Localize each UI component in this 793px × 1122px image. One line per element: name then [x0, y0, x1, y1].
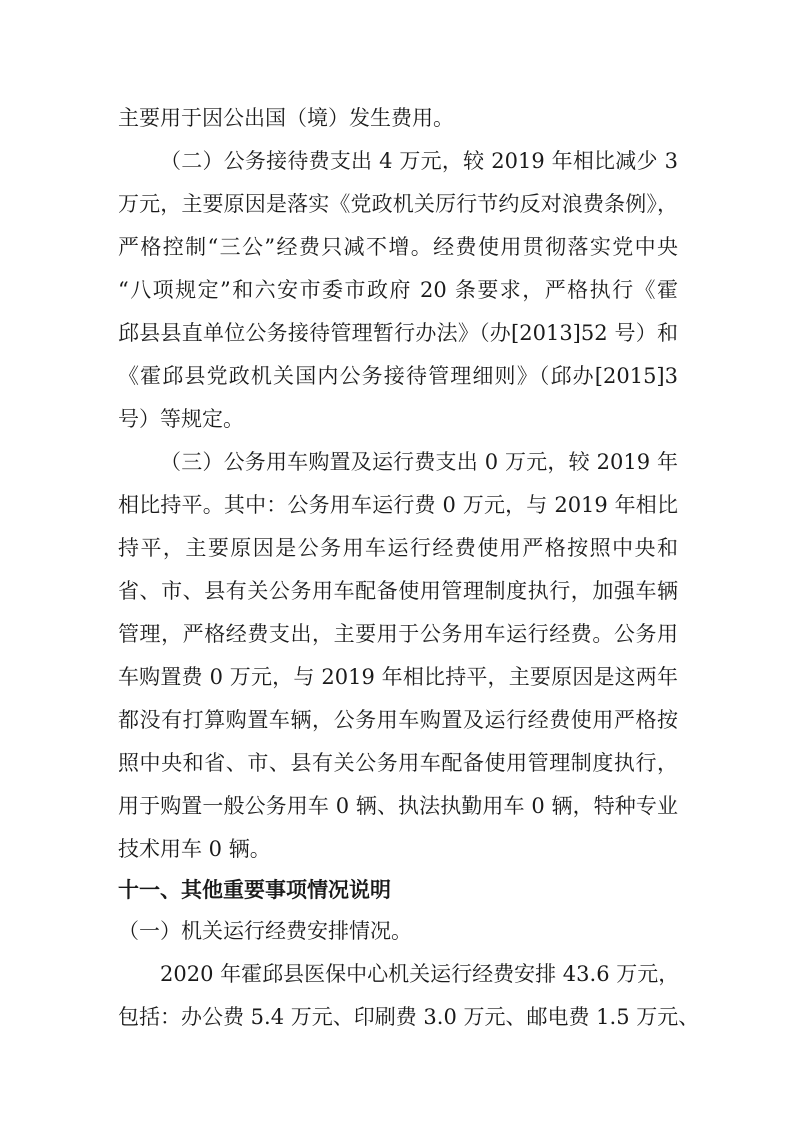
section-heading: 十一、其他重要事项情况说明: [118, 878, 391, 902]
paragraph-line: 号）等规定。: [118, 407, 244, 431]
paragraph-line: 持平，主要原因是公务用车运行经费使用严格按照中央和: [118, 536, 678, 560]
paragraph-line: 主要用于因公出国（境）发生费用。: [118, 106, 454, 130]
paragraph-line: 万元，主要原因是落实《党政机关厉行节约反对浪费条例》，: [118, 192, 678, 216]
paragraph-line: （三）公务用车购置及运行费支出 0 万元，较 2019 年: [160, 450, 678, 474]
paragraph-line: 省、市、县有关公务用车配备使用管理制度执行，加强车辆: [118, 579, 678, 603]
paragraph-line: 严格控制“三公”经费只减不增。经费使用贯彻落实党中央: [118, 235, 678, 259]
subsection-heading: （一）机关运行经费安排情况。: [118, 919, 412, 943]
paragraph-line: 都没有打算购置车辆，公务用车购置及运行经费使用严格按: [118, 708, 678, 732]
paragraph-line: 车购置费 0 万元，与 2019 年相比持平，主要原因是这两年: [118, 665, 678, 689]
paragraph-line: 相比持平。其中：公务用车运行费 0 万元，与 2019 年相比: [118, 493, 678, 517]
paragraph-line: “八项规定”和六安市委市政府 20 条要求，严格执行《霍: [118, 278, 678, 302]
paragraph-line: 技术用车 0 辆。: [118, 837, 271, 861]
paragraph-line: 2020 年霍邱县医保中心机关运行经费安排 43.6 万元，: [160, 962, 680, 986]
paragraph-line: 邱县县直单位公务接待管理暂行办法》（办[2013]52 号）和: [118, 321, 678, 345]
paragraph-line: 用于购置一般公务用车 0 辆、执法执勤用车 0 辆，特种专业: [118, 794, 678, 818]
paragraph-line: 管理，严格经费支出，主要用于公务用车运行经费。公务用: [118, 622, 678, 646]
paragraph-line: 包括：办公费 5.4 万元、印刷费 3.0 万元、邮电费 1.5 万元、: [118, 1005, 700, 1029]
paragraph-line: （二）公务接待费支出 4 万元，较 2019 年相比减少 3: [160, 149, 678, 173]
paragraph-line: 《霍邱县党政机关国内公务接待管理细则》（邱办[2015]3: [118, 364, 678, 388]
paragraph-line: 照中央和省、市、县有关公务用车配备使用管理制度执行，: [118, 751, 678, 775]
